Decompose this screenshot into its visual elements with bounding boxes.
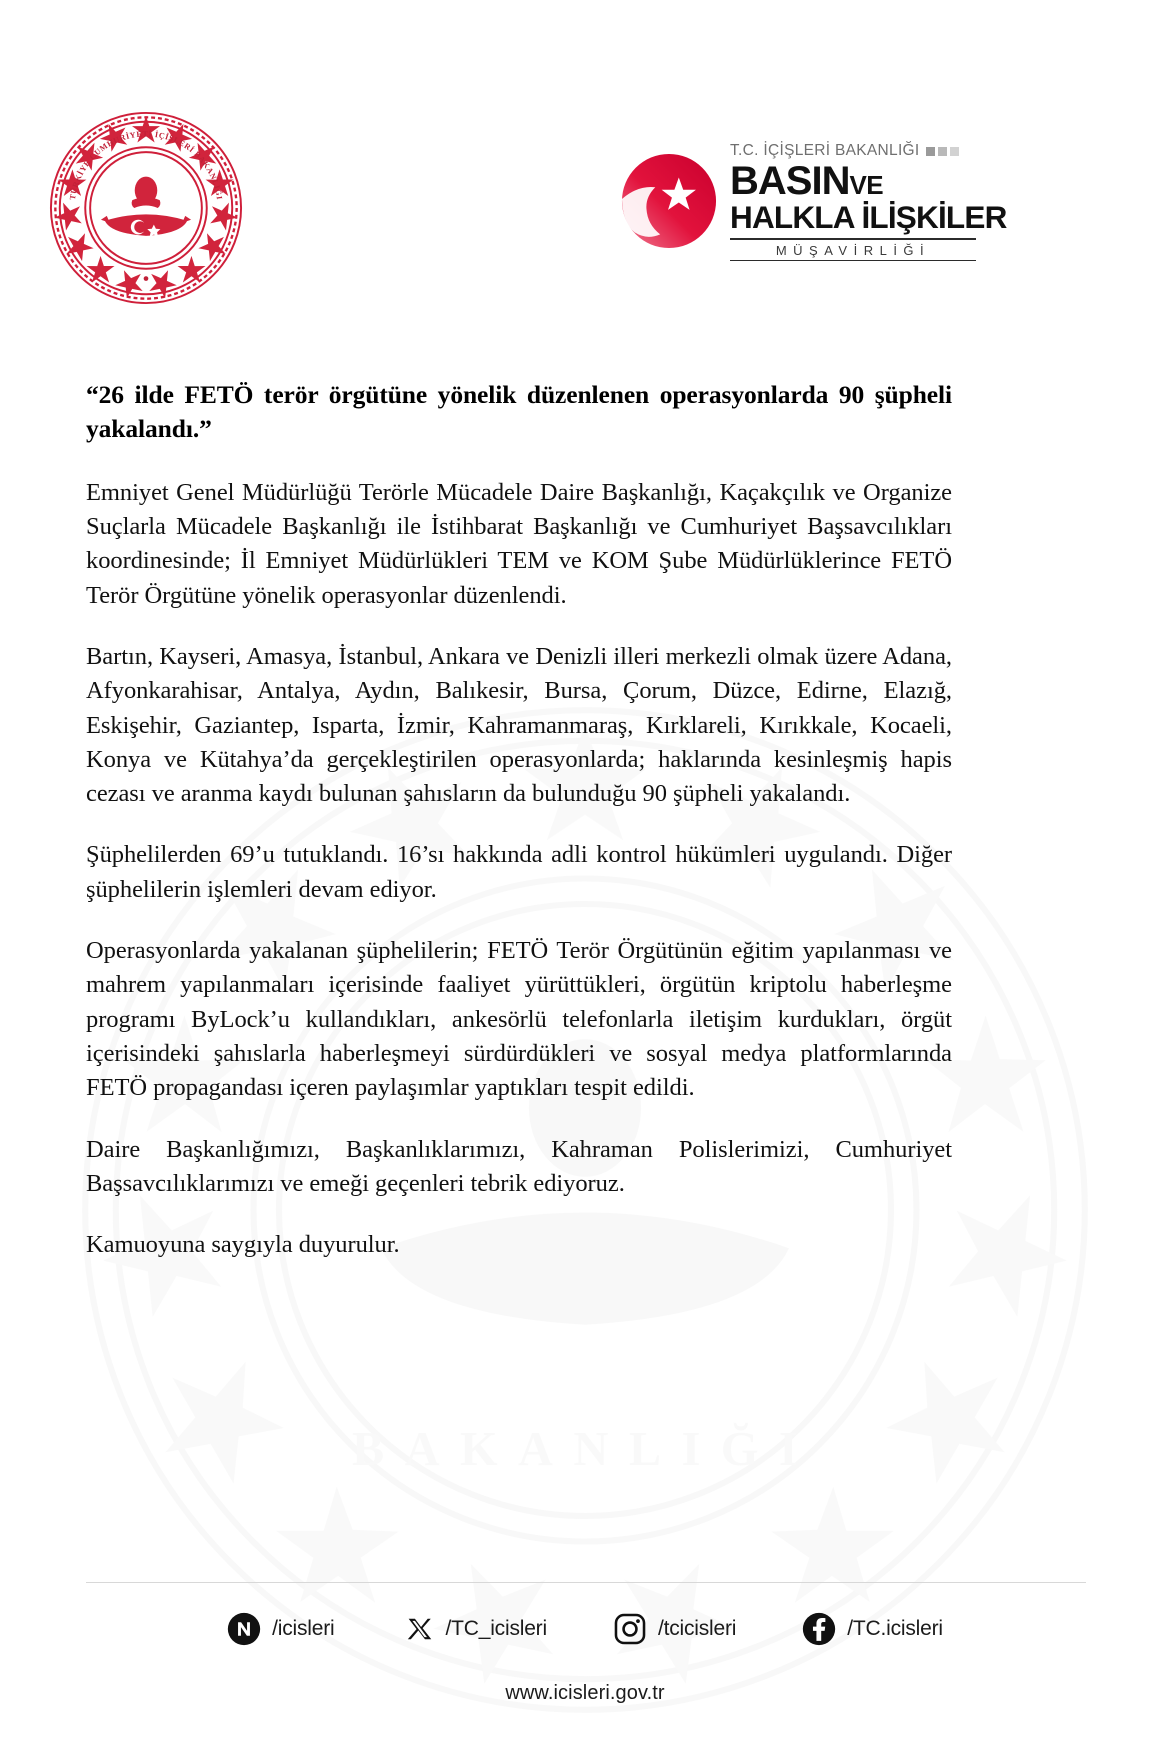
social-link-nsosyal[interactable] <box>227 1612 334 1646</box>
social-link-instagram[interactable] <box>613 1612 736 1646</box>
social-link-facebook[interactable] <box>802 1612 943 1646</box>
document-footer <box>0 1564 1170 1764</box>
social-handle-x: /TC_icisleri <box>445 1617 547 1640</box>
nsosyal-icon <box>227 1612 261 1646</box>
instagram-icon <box>613 1612 647 1646</box>
social-link-x[interactable] <box>401 1612 547 1646</box>
brand-subtitle: MÜŞAVİRLİĞİ <box>775 242 931 258</box>
brand-ministry-label: T.C. İÇİŞLERİ BAKANLIĞI <box>730 142 920 159</box>
brand-divider-top <box>730 238 976 240</box>
press-public-relations-logo <box>620 136 1020 256</box>
paragraph-2: Bartın, Kayseri, Amasya, İstanbul, Ankara ve Denizli illeri merkezli olmak üzere Adana, Afyonkarahisar, Antalya, Aydın, Balıkesir, Bursa, Çorum, Düzce, Edirne, Elazığ, Eskişehir, Gaziantep, Isparta, İzmir, Kahramanmaraş, Kırklareli, Kırıkkale, Kocaeli, Konya ve Kütahya’da gerçekleştirilen operasyonlarda; haklarında kesinleşmiş hapis cezası ve aranma kaydı bulunan şahısların da bulunduğu 90 şüpheli yakalandı. <box>86 643 952 808</box>
paragraph-5: Daire Başkanlığımızı, Başkanlıklarımızı, Kahraman Polislerimizi, Cumhuriyet Başsavcılıklarımızı ve emeği geçenleri tebrik ediyoruz. <box>86 1135 952 1197</box>
brand-title-ve: VE <box>849 170 884 200</box>
website-url[interactable]: www.icisleri.gov.tr <box>505 1682 665 1704</box>
paragraph-6: Kamuoyuna saygıyla duyurulur. <box>86 1231 400 1259</box>
social-handle-nsosyal: /icisleri <box>272 1617 335 1640</box>
document-header <box>0 0 1170 320</box>
social-handle-facebook: /TC.icisleri <box>847 1617 943 1640</box>
brand-divider-bottom <box>730 260 976 262</box>
brand-ministry-line <box>730 142 1007 160</box>
svg-text:BAKANLIĞI: BAKANLIĞI <box>351 1423 819 1476</box>
footer-divider <box>86 1582 1086 1583</box>
paragraph-4: Operasyonlarda yakalanan şüphelilerin; FETÖ Terör Örgütünün eğitim yapılanması ve mahrem yapılanmaları içerisinde faaliyet yürüttükleri, örgütün kriptolu haberleşme programı ByLock’u kullandıkları, ankesörlü telefonlarla iletişim kurdukları, örgüt içerisindeki şahıslarla haberleşmeyi sürdürdükleri ve sosyal medya platformlarında FETÖ propagandası içeren paylaşımlar yaptıkları tespit edildi. <box>86 937 952 1102</box>
striped-crescent-star-globe-icon <box>620 152 718 250</box>
brand-title-basin: BASIN <box>730 159 850 203</box>
svg-text:TÜRKİYE CUMHURİYETİ İÇİŞLERİ B: TÜRKİYE CUMHURİYETİ İÇİŞLERİ BAKANLIĞI <box>67 129 225 201</box>
paragraph-3: Şüphelilerden 69’u tutuklandı. 16’sı hakkında adli kontrol hükümleri uygulandı. Diğer şüphelilerin işlemleri devam ediyor. <box>86 841 952 903</box>
social-handle-instagram: /tcicisleri <box>657 1617 737 1640</box>
social-links-row <box>0 1612 1170 1646</box>
brand-title-line2: HALKLA İLİŞKİLER <box>730 199 1007 236</box>
x-twitter-icon <box>401 1612 435 1646</box>
headline: “26 ilde FETÖ terör örgütüne yönelik düzenlenen operasyonlarda 90 şüpheli yakalandı.” <box>86 380 952 443</box>
turkish-interior-ministry-seal-icon <box>48 110 244 306</box>
paragraph-1: Emniyet Genel Müdürlüğü Terörle Mücadele Daire Başkanlığı, Kaçakçılık ve Organize Suçlarla Mücadele Başkanlığı ile İstihbarat Başkanlığı ve Cumhuriyet Başsavcılıkları koordinesinde; İl Emniyet Müdürlükleri TEM ve KOM Şube Müdürlüklerince FETÖ Terör Örgütüne yönelik operasyonlar düzenlendi. <box>86 478 952 609</box>
press-release-body <box>86 378 952 1262</box>
brand-title-line1 <box>730 159 1007 203</box>
facebook-icon <box>802 1612 836 1646</box>
brand-bars-decoration <box>926 147 959 156</box>
